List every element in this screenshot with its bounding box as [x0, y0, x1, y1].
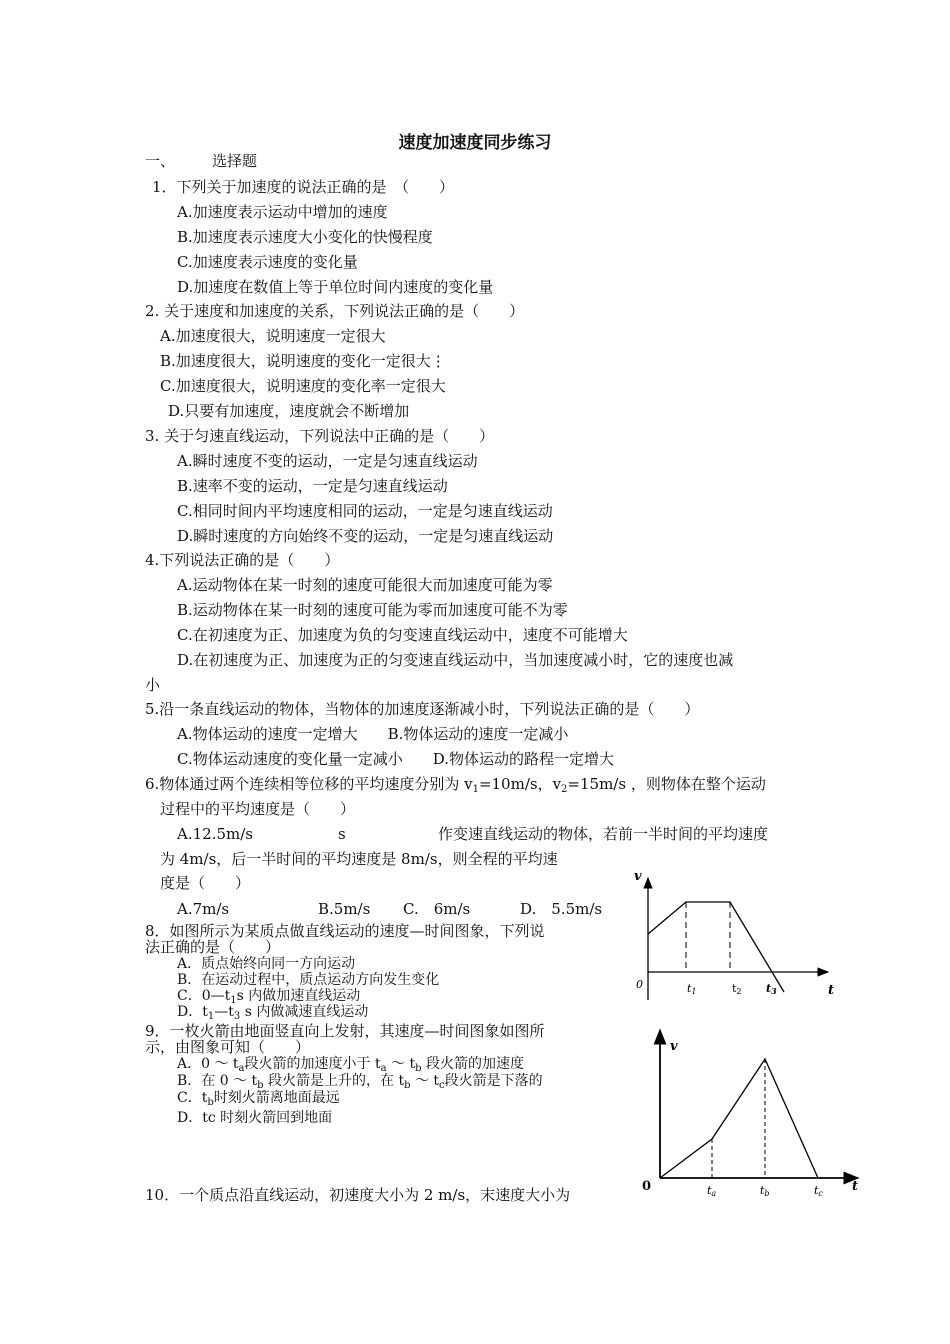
q4-option-d: D.在初速度为正、加速度为正的匀变速直线运动中，当加速度减小时，它的速度也减 [177, 651, 734, 669]
q2-option-a: A.加速度很大，说明速度一定很大 [160, 327, 386, 345]
q8-option-b: B．在运动过程中，质点运动方向发生变化 [177, 972, 440, 988]
q6-stem: 6.物体通过两个连续相等位移的平均速度分别为 $v_1=10m/s$，$v_2=15m/s$ ，则物体在整个运动 [145, 775, 766, 795]
q2-option-d: D.只要有加速度，速度就会不断增加 [168, 402, 410, 420]
section-label: 选择题 [212, 152, 258, 170]
q8-stem-line1: 8．如图所示为某质点做直线运动的速度—时间图象，下列说 [145, 922, 545, 940]
q7-option-d: D. 5.5m/s [520, 900, 603, 918]
q9-option-d: D．tc 时刻火箭回到地面 [177, 1110, 333, 1126]
q9-option-b: B．在 0 ～ $t_b$ 段火箭是上升的，在 $t_b$ ～ $t_c$段火箭是下落的 [177, 1073, 543, 1091]
q4-option-a: A.运动物体在某一时刻的速度可能很大而加速度可能为零 [177, 576, 553, 594]
q6-option-fragment: s [338, 825, 346, 843]
q7-stem-line1: 作变速直线运动的物体，若前一半时间的平均速度 [438, 825, 769, 843]
q3-option-a: A.瞬时速度不变的运动，一定是匀速直线运动 [177, 452, 478, 470]
q3-stem: 3. 关于匀速直线运动，下列说法中正确的是（ ） [145, 427, 495, 445]
q6-stem-line2: 过程中的平均速度是（ ） [160, 800, 356, 818]
g2-tb-label: tb [760, 1184, 770, 1198]
q9-option-c: C．$t_b$时刻火箭离地面最远 [177, 1090, 340, 1108]
q8-stem-line2: 法正确的是（ ） [145, 938, 281, 956]
page-title: 速度加速度同步练习 [398, 133, 552, 153]
q4-option-b: B.运动物体在某一时刻的速度可能为零而加速度可能不为零 [177, 601, 568, 619]
q7-option-c: C. 6m/s [403, 900, 471, 918]
g1-t2-label: t2 [732, 982, 742, 996]
velocity-time-graph-q9 [634, 1026, 866, 1202]
section-number: 一、 [145, 152, 176, 170]
velocity-time-graph-q8 [632, 866, 844, 1006]
q7-option-b: B.5m/s [318, 900, 371, 918]
q2-option-b: B.加速度很大，说明速度的变化一定很大⋮ [160, 352, 446, 370]
q2-option-c: C.加速度很大，说明速度的变化率一定很大 [160, 377, 446, 395]
g1-velocity-curve [648, 902, 784, 992]
g2-tc-label: tc [814, 1184, 823, 1198]
g2-origin-label: 0 [642, 1179, 652, 1194]
q4-option-d-wrap: 小 [145, 676, 161, 694]
q5-stem: 5.沿一条直线运动的物体，当物体的加速度逐渐减小时，下列说法正确的是（ ） [145, 700, 700, 718]
q8-option-d: D．$t_1—t_3$ s 内做减速直线运动 [177, 1004, 369, 1022]
q6-option-a: A.12.5m/s [177, 825, 253, 843]
q9-option-a: A．0 ～ $t_a$段火箭的加速度小于 $t_a$ ～ $t_b$ 段火箭的加速度 [177, 1056, 524, 1074]
g1-v-label: v [634, 869, 642, 884]
g1-t-label: t [828, 983, 835, 998]
q4-option-c: C.在初速度为正、加速度为负的匀变速直线运动中，速度不可能增大 [177, 626, 628, 644]
q4-stem: 4.下列说法正确的是（ ） [145, 551, 340, 569]
g2-v-label: v [670, 1039, 678, 1054]
g1-t1-label: t1 [687, 982, 697, 996]
q10-stem-line1: 10．一个质点沿直线运动，初速度大小为 2 m/s，末速度大小为 [145, 1186, 571, 1204]
q9-stem-line2: 示，由图象可知（ ） [145, 1038, 311, 1056]
g1-t3-label: t3 [766, 982, 777, 996]
q7-option-a: A.7m/s [177, 900, 230, 918]
q1-option-c: C.加速度表示速度的变化量 [177, 253, 358, 271]
g2-ta-label: ta [707, 1184, 717, 1198]
q8-option-a: A．质点始终向同一方向运动 [177, 956, 356, 972]
q1-option-b: B.加速度表示速度大小变化的快慢程度 [177, 228, 433, 246]
q2-stem: 2. 关于速度和加速度的关系，下列说法正确的是（ ） [145, 302, 525, 320]
q5-options-cd: C.物体运动速度的变化量一定减小 D.物体运动的路程一定增大 [177, 750, 614, 768]
q1-option-d: D.加速度在数值上等于单位时间内速度的变化量 [177, 278, 494, 296]
q3-option-c: C.相同时间内平均速度相同的运动，一定是匀速直线运动 [177, 502, 553, 520]
q3-option-b: B.速率不变的运动，一定是匀速直线运动 [177, 477, 448, 495]
q9-stem-line1: 9．一枚火箭由地面竖直向上发射，其速度—时间图象如图所 [145, 1022, 545, 1040]
q1-stem: 1．下列关于加速度的说法正确的是 （ ） [152, 178, 455, 196]
g2-t-label: t [852, 1179, 859, 1194]
q5-options-ab: A.物体运动的速度一定增大 B.物体运动的速度一定减小 [177, 725, 569, 743]
q7-stem-line3: 度是（ ） [160, 874, 251, 892]
q7-stem-line2: 为 4m/s，后一半时间的平均速度是 8m/s，则全程的平均速 [160, 850, 558, 868]
g1-origin-label: 0 [636, 978, 643, 991]
q8-option-c: C．$0—t_1s$ 内做加速直线运动 [177, 988, 361, 1006]
q3-option-d: D.瞬时速度的方向始终不变的运动，一定是匀速直线运动 [177, 527, 554, 545]
g2-velocity-curve [660, 1059, 818, 1178]
q1-option-a: A.加速度表示运动中增加的速度 [177, 203, 388, 221]
